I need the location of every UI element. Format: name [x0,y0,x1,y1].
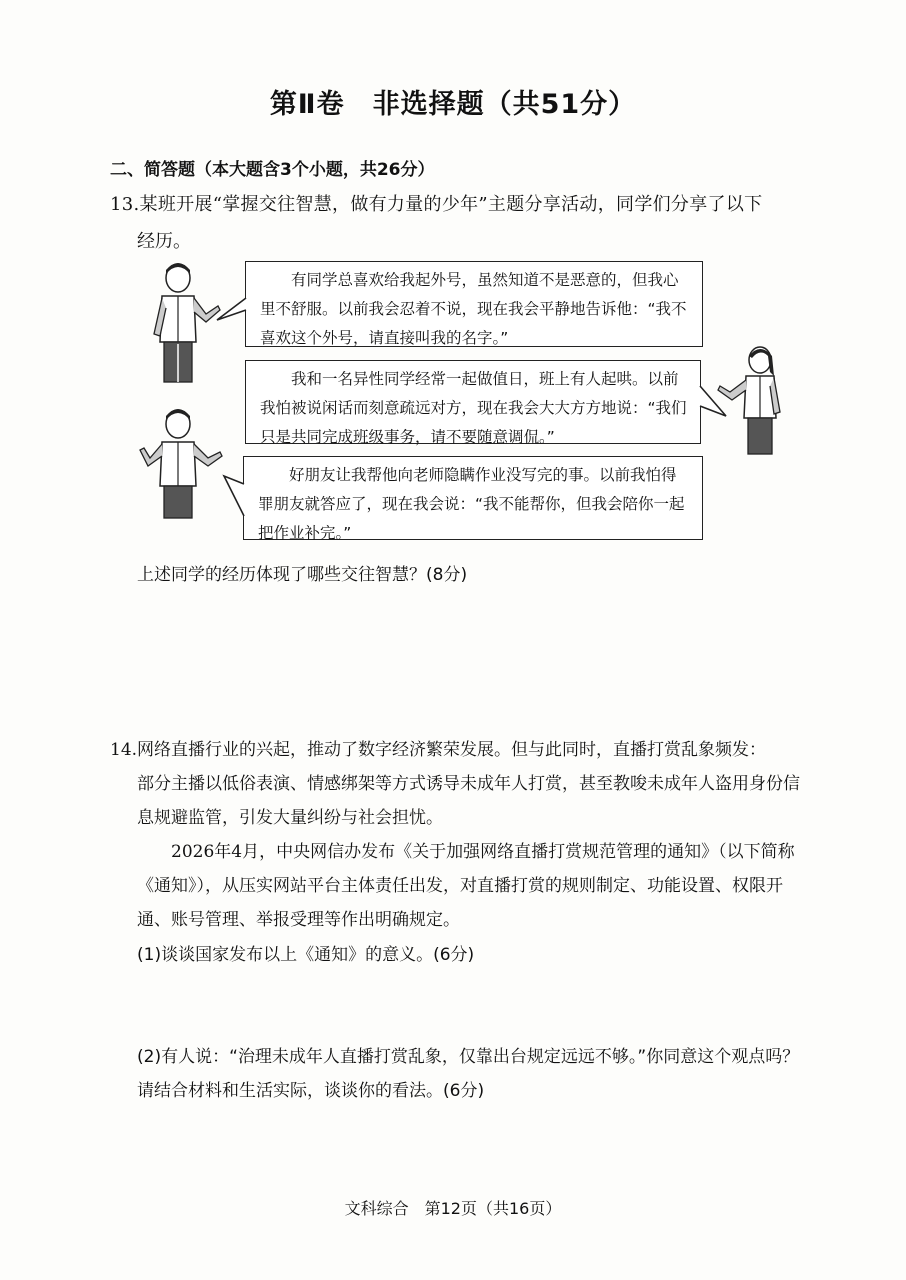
speech-bubble-1 [245,261,703,347]
page-footer: 文科综合 第12页（共16页） [344,1199,562,1218]
speech-bubble-3-text: 好朋友让我帮他向老师隐瞒作业没写完的事。以前我怕得罪朋友就答应了，现在我会说：“我不能帮你，但我会陪你一起把作业补完。” [258,466,685,542]
bubble-tail-2 [700,384,730,420]
speech-bubble-2 [245,360,701,444]
bubble-tail-1 [215,296,247,326]
boy-figure-2 [142,408,226,520]
q14-subquestion-2: (2)有人说：“治理未成年人直播打赏乱象，仅靠出台规定远远不够。”你同意这个观点吗？请结合材料和生活实际，谈谈你的看法。(6分) [137,1047,800,1101]
page-title: 第Ⅱ卷 非选择题（共51分） [269,89,637,120]
q14-para1-rest: 部分主播以低俗表演、情感绑架等方式诱导未成年人打赏，甚至教唆未成年人盗用身份信息规避监管，引发大量纠纷与社会担忧。 [137,774,800,828]
speech-bubble-2-text: 我和一名异性同学经常一起做值日，班上有人起哄。以前我怕被说闲话而刻意疏远对方，现在我会大大方方地说：“我们只是共同完成班级事务，请不要随意调侃。” [260,370,687,446]
speech-bubble-3 [243,456,703,540]
speech-bubble-1-text: 有同学总喜欢给我起外号，虽然知道不是恶意的，但我心里不舒服。以前我会忍着不说，现在我会平静地告诉他：“我不喜欢这个外号，请直接叫我的名字。” [260,271,687,347]
q14-subquestion-1: (1)谈谈国家发布以上《通知》的意义。(6分) [137,945,475,965]
q14-para1-line1: 14.网络直播行业的兴起，推动了数字经济繁荣发展。但与此同时，直播打赏乱象频发： [110,740,767,760]
q13-question: 上述同学的经历体现了哪些交往智慧？(8分) [137,565,468,585]
q13-stem-line2: 经历。 [137,231,191,252]
q14-material [110,733,800,937]
bubble-tail-3 [222,476,246,520]
q14-para2: 2026年4月，中央网信办发布《关于加强网络直播打赏规范管理的通知》（以下简称《通知》），从压实网站平台主体责任出发，对直播打赏的规则制定、功能设置、权限开通、账号管理、举报受理等作出明确规定。 [137,842,795,930]
q13-stem-line1: 13.某班开展“掌握交往智慧，做有力量的少年”主题分享活动，同学们分享了以下 [110,194,763,215]
section-heading: 二、简答题（本大题含3个小题，共26分） [110,160,435,180]
